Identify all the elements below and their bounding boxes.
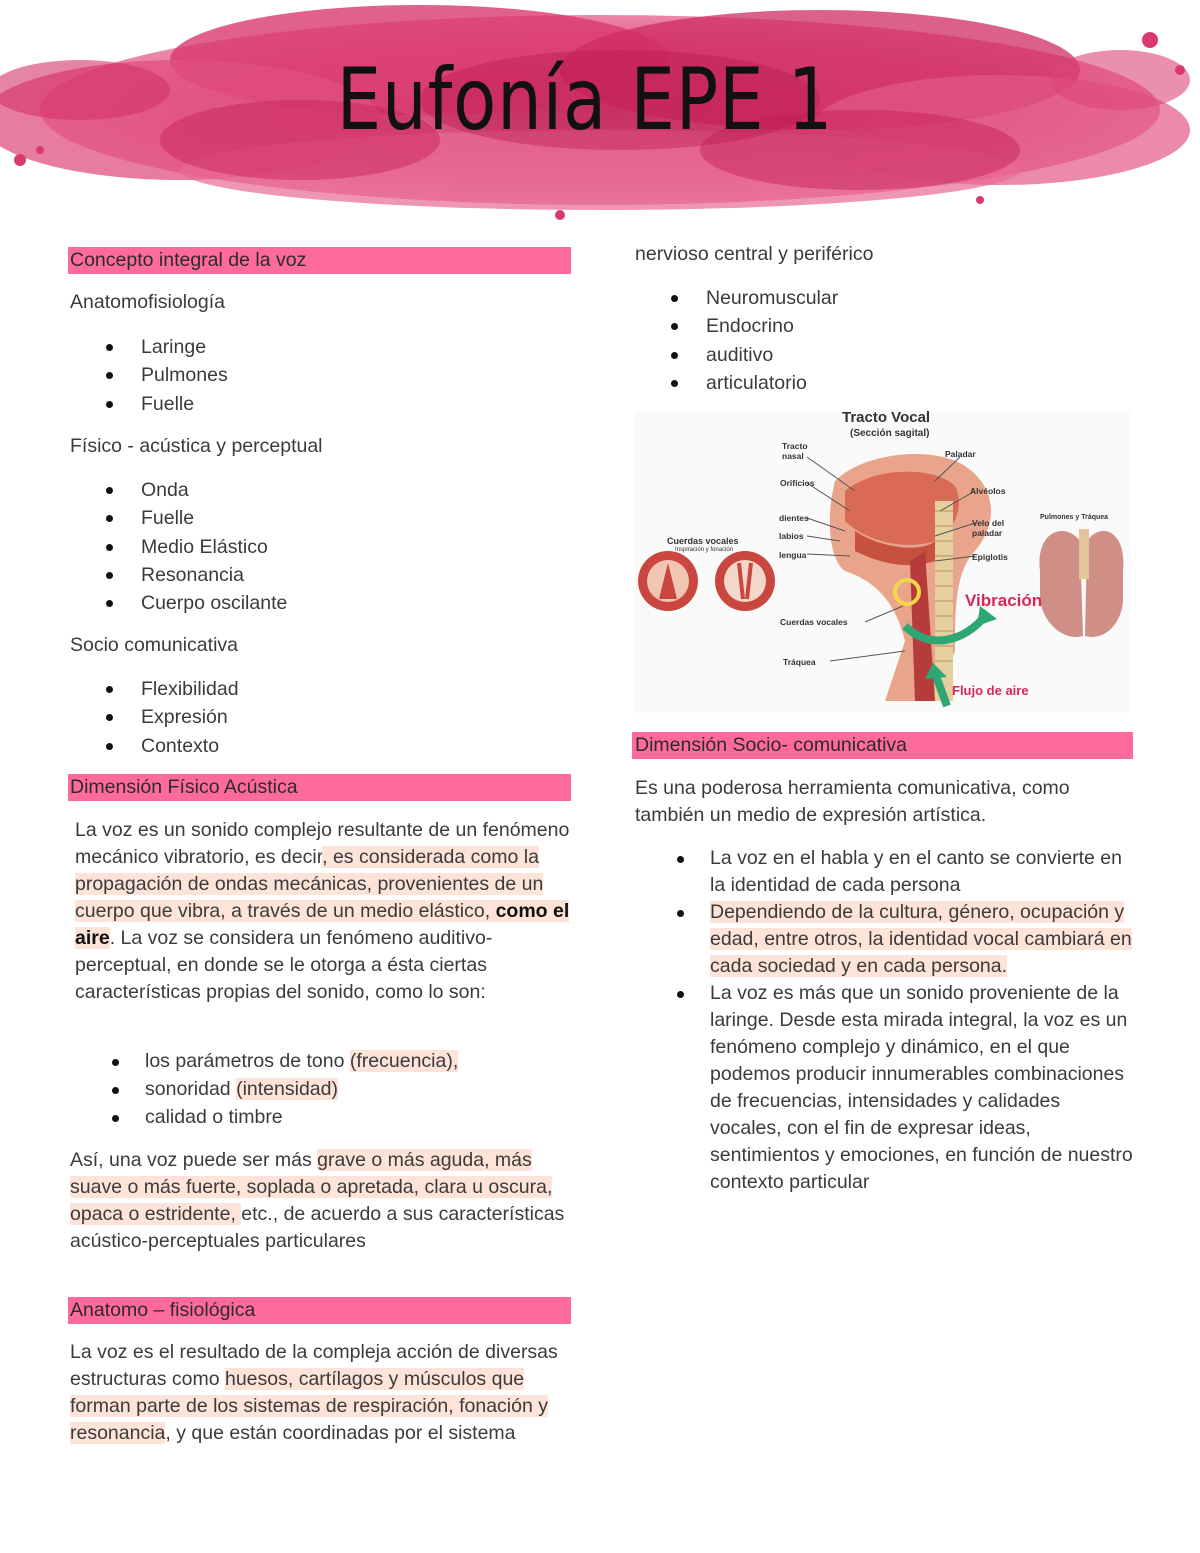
list-item: Cuerpo oscilante — [70, 589, 287, 617]
highlighted-text: huesos, cartílagos y músculos que forman parte de los sistemas de respiración, fonación y resonancia — [70, 1368, 548, 1444]
highlighted-text: , es considerada como la propagación de ondas mecánicas, provenientes de un cuerpo que vibra, a través de un medio elástico, — [75, 846, 544, 922]
label-cuerdas-box-sub: Inspiración y fonación — [675, 547, 734, 553]
list-item: Pulmones — [70, 361, 228, 389]
label-lengua: lengua — [779, 550, 807, 560]
list-item: auditivo — [635, 341, 838, 369]
label-traquea: Tráquea — [783, 657, 816, 667]
label-flujo-aire: Flujo de aire — [952, 683, 1029, 698]
label-cuerdas-box: Cuerdas vocales — [667, 536, 739, 546]
list-item: Flexibilidad — [70, 675, 239, 703]
highlighted-text: (intensidad) — [236, 1078, 338, 1100]
paragraph-anatomo — [70, 1339, 565, 1447]
paragraph-socio: Es una poderosa herramienta comunicativa, como también un medio de expresión artística. — [635, 777, 1070, 826]
continued-text: nervioso central y periférico — [635, 243, 874, 265]
list-item: Fuelle — [70, 390, 228, 418]
list-item: Laringe — [70, 333, 228, 361]
list-item: La voz es más que un sonido proveniente de la laringe. Desde esta mirada integral, la voz es un fenómeno complejo y dinámico, en el que podemos producir innumerables combinaciones de frecuencias, intensidades y calidades vocales, con el fin de expresar ideas, sentimientos y emociones, en función de nuestro contexto particular — [635, 980, 1135, 1196]
label-dientes: dientes — [779, 513, 809, 523]
list-item: Onda — [70, 476, 287, 504]
page-title: Eufonía EPE 1 — [336, 50, 834, 150]
vocal-tract-figure — [635, 411, 1130, 713]
text-segment: La voz es un sonido complejo resultante de un fenómeno mecánico vibratorio, es decir — [75, 819, 570, 868]
vocal-tract-illustration — [635, 411, 1130, 713]
list-item — [70, 1076, 458, 1103]
figure-title: Tracto Vocal — [842, 411, 931, 426]
item-text: sonoridad — [145, 1078, 237, 1100]
list-item — [635, 899, 1135, 980]
highlighted-text: Dependiendo de la cultura, género, ocupación y edad, entre otros, la identidad vocal cambiará en cada sociedad y en cada persona. — [710, 901, 1132, 977]
label-labios: labios — [779, 531, 804, 541]
list-fisico — [70, 476, 287, 617]
text-segment: La voz es el resultado de la compleja acción de diversas estructuras como — [70, 1341, 558, 1390]
list-item: Neuromuscular — [635, 284, 838, 312]
text-segment: . La voz se considera un fenómeno auditivo-perceptual, en donde se le otorga a ésta ciertas características propias del sonido, como lo son: — [75, 927, 493, 1003]
group-label-anatomofisiologia: Anatomofisiología — [70, 291, 226, 313]
text-segment: Así, una voz puede ser más — [70, 1149, 318, 1171]
list-anatomofisiologia — [70, 333, 228, 418]
group-label-socio: Socio comunicativa — [70, 634, 238, 656]
item-text: los parámetros de tono — [145, 1050, 350, 1072]
label-cuerdas-vocales: Cuerdas vocales — [780, 617, 848, 627]
list-socio — [70, 675, 239, 760]
label-orificios: Orificios — [780, 478, 815, 488]
list-item: Endocrino — [635, 312, 838, 340]
highlighted-text: (frecuencia), — [349, 1050, 459, 1072]
list-item — [70, 1048, 458, 1075]
label-velo-paladar: Velo del paladar — [972, 518, 1005, 538]
section-heading-anatomo: Anatomo – fisiológica — [68, 1297, 571, 1324]
label-pulmones: Pulmones y Tráquea — [1040, 514, 1109, 521]
list-item: Medio Elástico — [70, 533, 287, 561]
list-sistemas — [635, 284, 838, 397]
paragraph-caracteristicas — [70, 1147, 565, 1255]
list-item: Resonancia — [70, 561, 287, 589]
item-text: calidad o timbre — [145, 1106, 283, 1128]
text-segment: , y que están coordinadas por el sistema — [165, 1422, 516, 1444]
list-item — [70, 1104, 458, 1131]
group-label-fisico: Físico - acústica y perceptual — [70, 435, 323, 457]
list-item: Fuelle — [70, 504, 287, 532]
list-item: La voz en el habla y en el canto se convierte en la identidad de cada persona — [635, 845, 1135, 899]
list-item: articulatorio — [635, 369, 838, 397]
figure-subtitle: (Sección sagital) — [850, 428, 930, 439]
paragraph-fisico-acustica — [75, 817, 570, 1006]
bold-text: como el aire — [75, 900, 570, 949]
section-heading-socio: Dimensión Socio- comunicativa — [632, 732, 1133, 759]
label-paladar: Paladar — [945, 449, 976, 459]
text-segment: etc., de acuerdo a sus características acústico-perceptuales particulares — [70, 1203, 565, 1252]
list-socio-comunicativa — [635, 845, 1135, 1196]
label-epiglotis: Epiglotis — [972, 552, 1008, 562]
label-vibracion: Vibración — [965, 591, 1043, 610]
section-heading-fisico-acustica: Dimensión Físico Acústica — [68, 774, 571, 801]
label-tracto-nasal: Tracto nasal — [782, 441, 808, 461]
list-parametros — [70, 1048, 458, 1131]
highlighted-text: grave o más aguda, más suave o más fuerte, soplada o apretada, clara u oscura, opaca o estridente, — [70, 1149, 553, 1225]
section-heading-concepto: Concepto integral de la voz — [68, 247, 571, 274]
list-item: Contexto — [70, 732, 239, 760]
watercolor-banner — [0, 0, 1200, 225]
label-alveolos: Alvéolos — [970, 486, 1006, 496]
list-item: Expresión — [70, 703, 239, 731]
